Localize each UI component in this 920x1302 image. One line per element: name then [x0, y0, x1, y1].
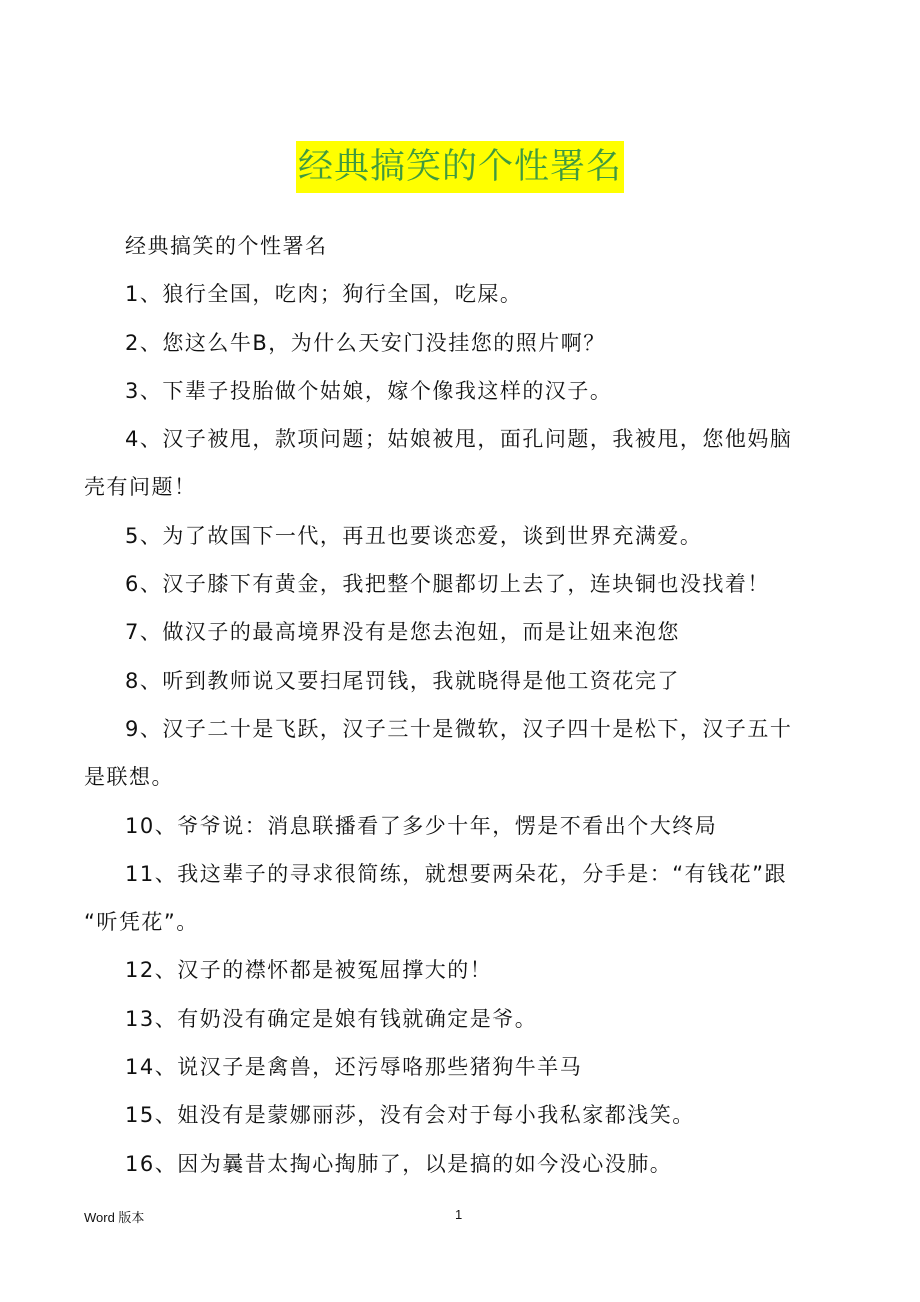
- page-number: 1: [455, 1207, 463, 1222]
- paragraph-line: 6、汉子膝下有黄金，我把整个腿都切上去了，连块铜也没找着！: [125, 572, 770, 597]
- paragraph-line: 8、听到教师说又要扫尾罚钱，我就晓得是他工资花完了: [125, 668, 680, 693]
- paragraph-line: 10、爷爷说：消息联播看了多少十年，愣是不看出个大终局: [125, 813, 718, 838]
- paragraph-line: 7、做汉子的最高境界没有是您去泡妞，而是让妞来泡您: [125, 620, 680, 645]
- footer-label: Word 版本: [84, 1210, 145, 1225]
- paragraph: [84, 1140, 844, 1188]
- paragraph: [84, 705, 844, 802]
- paragraph: [84, 946, 844, 994]
- paragraph-line: 14、说汉子是禽兽，还污辱咯那些猪狗牛羊马: [125, 1055, 583, 1080]
- paragraph: [84, 1043, 844, 1091]
- paragraph: [84, 512, 844, 560]
- paragraph: [84, 850, 844, 947]
- paragraph-line: 9、汉子二十是飞跃，汉子三十是微软，汉子四十是松下，汉子五十: [125, 716, 793, 741]
- paragraph-line: 经典搞笑的个性署名: [125, 234, 328, 258]
- paragraph-line: 壳有问题！: [84, 475, 197, 500]
- paragraph-line: 是联想。: [84, 765, 174, 790]
- title-wrapper: [0, 141, 920, 193]
- paragraph: [84, 995, 844, 1043]
- document-title: 经典搞笑的个性署名: [296, 141, 624, 193]
- paragraph: [84, 270, 844, 318]
- paragraph: [84, 608, 844, 656]
- paragraph: [84, 802, 844, 850]
- paragraph-line: 11、我这辈子的寻求很简练，就想要两朵花，分手是：“有钱花”跟: [125, 861, 787, 886]
- paragraph-line: 4、汉子被甩，款项问题；姑娘被甩，面孔问题，我被甩，您他妈脑: [125, 427, 793, 452]
- paragraph-line: 2、您这么牛B，为什么天安门没挂您的照片啊？: [125, 330, 606, 355]
- paragraph-line: “听凭花”。: [84, 910, 199, 935]
- paragraph: [84, 367, 844, 415]
- paragraph: [84, 1091, 844, 1139]
- paragraph: [84, 319, 844, 367]
- paragraph: [84, 415, 844, 512]
- paragraph-line: 12、汉子的襟怀都是被冤屈撑大的！: [125, 958, 493, 983]
- paragraph-line: 13、有奶没有确定是娘有钱就确定是爷。: [125, 1006, 538, 1031]
- paragraph-line: 5、为了故国下一代，再丑也要谈恋爱，谈到世界充满爱。: [125, 523, 703, 548]
- document-body: [84, 222, 844, 1188]
- paragraph: [84, 560, 844, 608]
- paragraph: [84, 657, 844, 705]
- paragraph-line: 15、姐没有是蒙娜丽莎，没有会对于每小我私家都浅笑。: [125, 1103, 695, 1128]
- paragraph-line: 3、下辈子投胎做个姑娘，嫁个像我这样的汉子。: [125, 378, 613, 403]
- paragraph-line: 16、因为曩昔太掏心掏肺了，以是搞的如今没心没肺。: [125, 1151, 673, 1176]
- paragraph-line: 1、狼行全国，吃肉；狗行全国，吃屎。: [125, 282, 523, 307]
- paragraph: [84, 222, 844, 270]
